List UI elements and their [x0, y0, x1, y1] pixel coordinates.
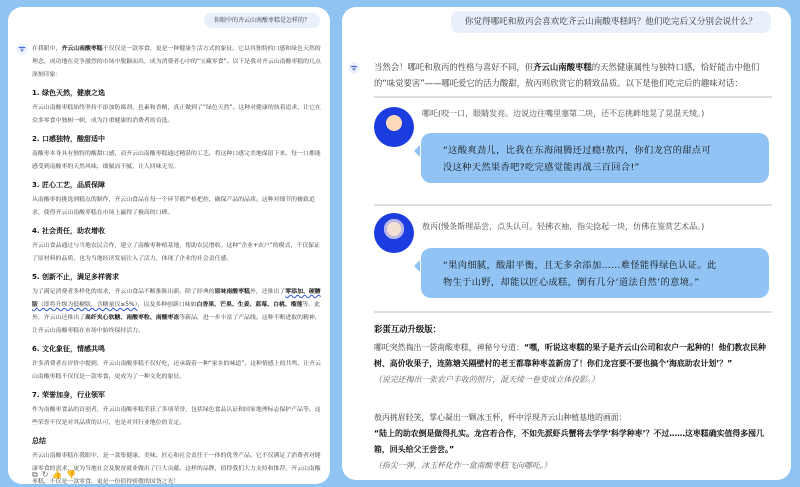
divider [374, 311, 772, 313]
intro-paragraph: 在我眼中，齐云山南酸枣糕不仅仅是一款零食，更是一种健康生活方式的象征。它以其独特的口感和绿色天然的理念，成功地在竞争激烈的市场中脱颖而出，成为消费者心中的“宝藏零食”。以下是我对齐云山南酸枣糕的几点深刻印象： [32, 46, 321, 78]
section-text: 为了满足消费者多样化的需求，齐云山食品不断推陈出新。除了经典的原味南酸枣糕外，还推出了零添加、硬糖版（即将升级为低糖版，含糖量仅≤5%），以及多种创新口味如白香果、芒果、生姜、蓝莓、白桃、榴莲等。此外，齐云山还推出了高纤夹心软糖、南酸枣粒、南酸枣冻等新品，进一步丰富了产品线。这种不断进取的精神，让齐云山南酸枣糕在市场中始终保持活力。 [32, 289, 321, 334]
assistant-answer [32, 43, 325, 484]
section-heading: 7. 荣誉加身，行业领军 [32, 391, 105, 399]
intro-paragraph: 当然会！哪吒和敖丙的性格与喜好不同，但齐云山南酸枣糕的天然健康属性与独特口感，恰好能击中他们的“味觉要害”——哪吒爱它的活力酸甜，敖丙则欣赏它的精致品质。以下是他们吃完后的趣味对话： [374, 62, 760, 88]
nezha-easter-paragraph: 哪吒突然掏出一袋南酸枣糕，神秘兮兮道：“嘿，听说这枣糕的果子是齐云山公司和农户一起种的！他们教农民种树、高价收果子，连陈塘关隔壁村的老王都靠种枣盖新房了！你们龙宫要不要也搞个‘海底助农计划’？” （说完还掏出一张农户丰收的照片，混天绫一卷变成立体投影。） [374, 343, 766, 384]
aobing-easter-paragraph: 敖丙挑眉轻笑，掌心凝出一颗冰玉杯，杯中浮现齐云山种植基地的画面： “陆上的助农倒是做得扎实。龙宫若合作，不如先派虾兵蟹将去学学‘科学种枣’？不过……这枣糕确实值得多囤几箱，回头给父王尝尝。” （指尖一弹，冰玉杯化作一盒南酸枣糕飞向哪吒。） [374, 413, 764, 470]
section-text: 南酸枣本身具有独特的酸甜口感，而齐云山南酸枣糕通过精湛的工艺，将这种口感完美地保留下来。每一口都能感受到南酸枣的天然风味，细腻而不腻，让人回味无穷。 [32, 151, 321, 170]
left-chat-panel [8, 7, 330, 484]
section-heading: 3. 匠心工艺，品质保障 [32, 181, 105, 189]
right-chat-panel [342, 7, 791, 480]
aobing-speech-bubble: “果肉细腻，酸甜平衡，且无多余添加……难怪能得绿色认证。此 物生于山野，却能以匠心成糕，倒有几分‘道法自然’的意境。” [421, 248, 769, 298]
thumbs-down-icon[interactable]: 👎 [66, 470, 81, 479]
aobing-caption: 敖丙(慢条斯理品尝，点头认可。轻拂衣袖，指尖捻起一块，仿佛在鉴赏艺术品。) [422, 222, 705, 231]
section-text: 许多消费者在评价中提到，齐云山南酸枣糕不仅好吃，还承载着一种“家乡的味道”。这种情感上的共鸣，让齐云山南酸枣糕不仅仅是一款零食，更成为了一种文化的象征。 [32, 361, 321, 380]
section-heading: 4. 社会责任，助农增收 [32, 227, 105, 235]
section-heading: 2. 口感独特，酸甜适中 [32, 135, 105, 143]
user-question-bubble: 你眼中的齐云山南酸枣糕是怎样的？ [204, 13, 320, 28]
section-text: 齐云山南酸枣糕在我眼中，是一款集健康、美味、匠心和社会责任于一体的优秀产品。它不仅满足了消费者对健康零食的需求，更为当地社会及脱贫就业做出了巨大贡献。这样的品牌，值得我们大力支持和推荐。齐云山南酸枣糕，不仅是一款零食，更是一份值得骄傲的国货之光！ [32, 453, 321, 484]
aobing-avatar [374, 213, 414, 253]
nezha-caption: 哪吒(咬一口，眼睛发亮。边说边往嘴里塞第二块，还不忘挑衅地晃了晃混天绫。) [422, 109, 705, 118]
message-actions [32, 470, 80, 480]
section-heading: 5. 创新不止，满足多样需求 [32, 273, 119, 281]
regenerate-icon[interactable]: ↻ [41, 470, 53, 479]
divider [374, 204, 772, 206]
nezha-speech-bubble: “这酸爽劲儿，比我在东海闹腾还过瘾!敖丙，你们龙宫的甜点可 没这种天然果香吧?吃完感觉能再战三百回合!” [421, 133, 769, 183]
user-question-bubble: 你觉得哪吒和敖丙会喜欢吃齐云山南酸枣糕吗？他们吃完后又分别会说什么？ [451, 11, 771, 33]
assistant-logo-icon: ᯤ [348, 62, 360, 74]
nezha-avatar [374, 107, 414, 147]
section-heading: 总结 [32, 437, 46, 445]
section-text: 齐云山南酸枣糕始终坚持不添加防腐剂、色素和香精，真正做到了“绿色天然”。这种对健康的执着追求，让它在众多零食中独树一帜，成为注重健康的消费者的首选。 [32, 105, 321, 124]
divider [374, 96, 772, 98]
section-text: 齐云山食品通过与当地农民合作，建立了南酸枣种植基地，帮助农民增收。这种“企业+农户”的模式，不仅保证了原材料的品质，也为当地经济发展注入了活力，体现了企业的社会责任感。 [32, 243, 320, 262]
section-heading: 1. 绿色天然，健康之选 [32, 89, 105, 97]
section-text: 作为南酸枣食品的首创者，齐云山南酸枣糕荣获了多项荣誉，包括绿色食品认证和国家地理标志保护产品等。这些荣誉不仅是对其品质的认可，也是对其行业地位的肯定。 [32, 407, 321, 426]
thumbs-up-icon[interactable]: 👍 [52, 470, 67, 479]
section-heading: 6. 文化象征，情感共鸣 [32, 345, 105, 353]
section-text: 从南酸枣的挑选到糕点的制作，齐云山食品在每一个环节都严格把控，确保产品的品质。这种对细节的极致追求，使得齐云山南酸枣糕在市场上赢得了极高的口碑。 [32, 197, 315, 216]
easter-egg-heading: 彩蛋互动升级版： [374, 324, 441, 334]
copy-icon[interactable]: ⧉ [32, 470, 42, 479]
assistant-logo-icon: ᯤ [16, 43, 28, 55]
